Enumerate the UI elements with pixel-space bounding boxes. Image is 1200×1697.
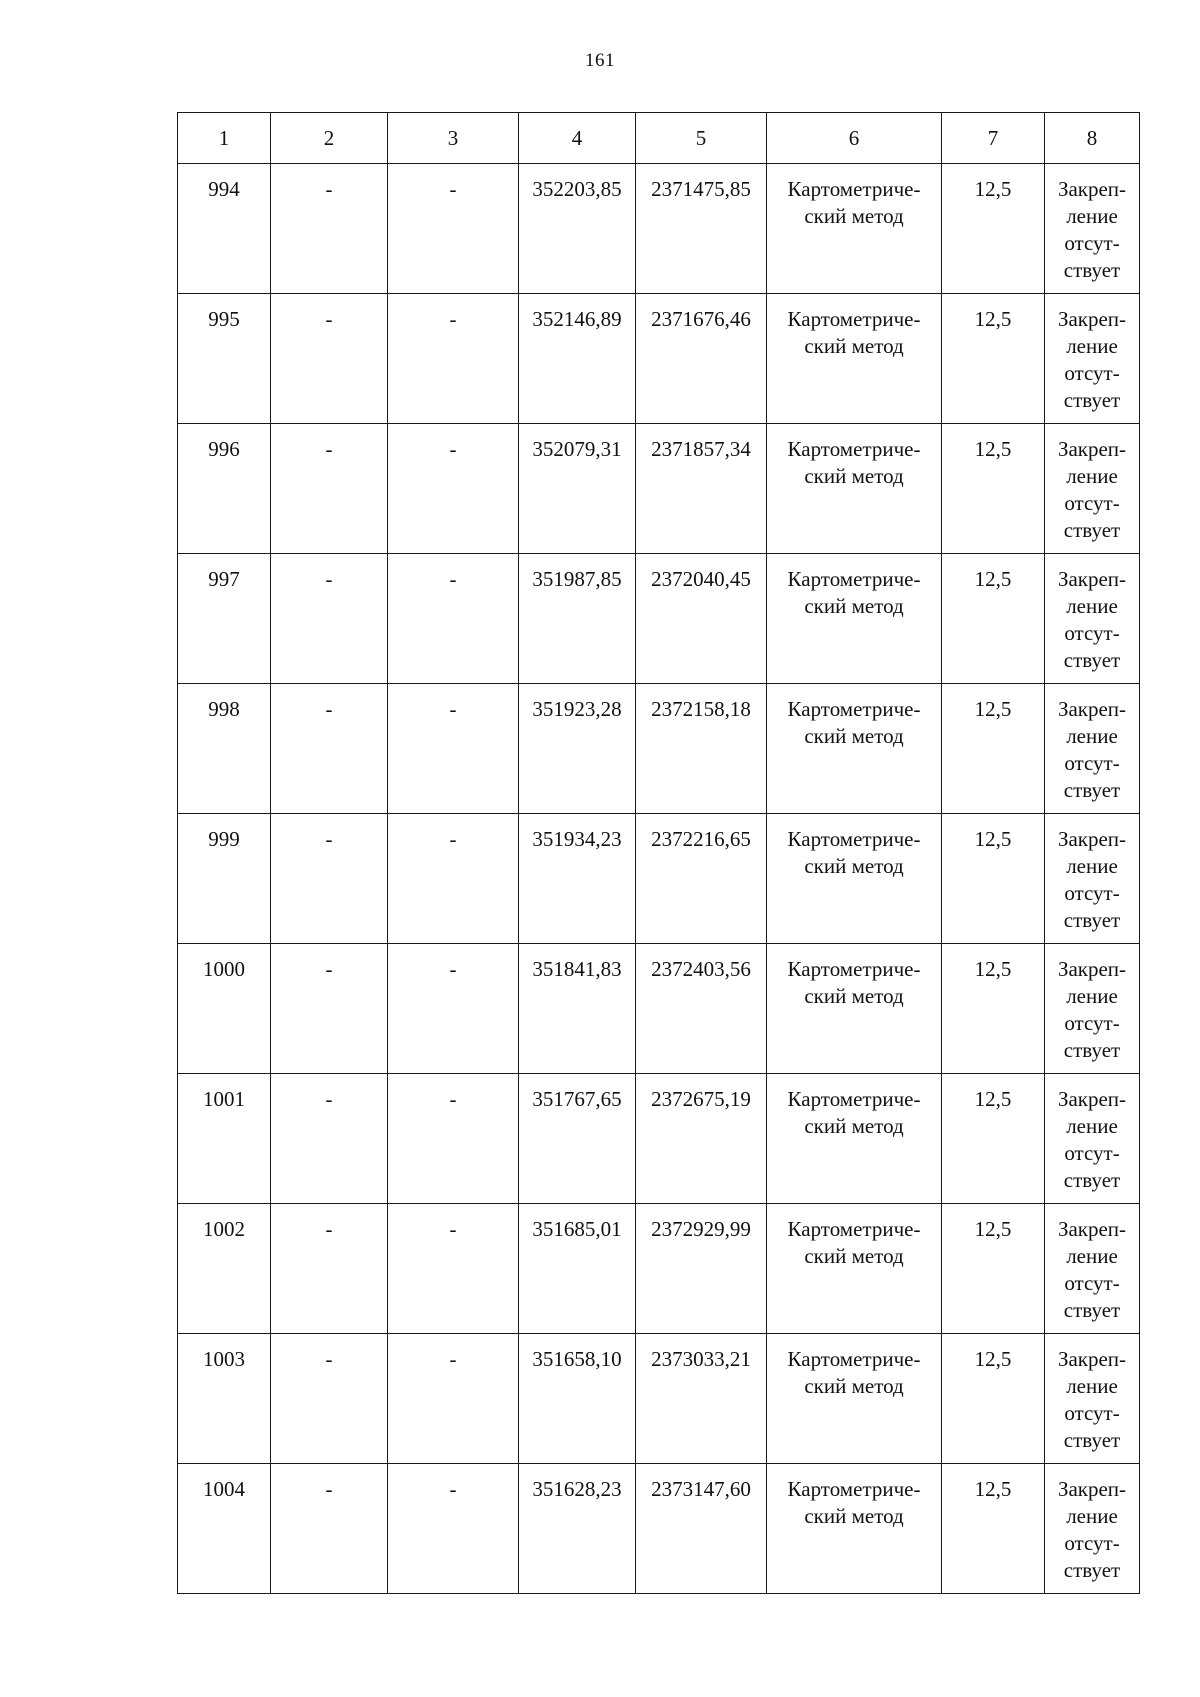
accuracy-cell: 12,5: [942, 424, 1045, 554]
fixing-line: Закреп-: [1057, 1477, 1127, 1501]
y-coordinate-cell: 2371475,85: [636, 164, 767, 294]
col-2-cell: -: [271, 164, 388, 294]
table-row: [178, 1464, 1140, 1594]
method-line: Картометриче-: [787, 697, 921, 721]
fixing-line: ствует: [1063, 648, 1121, 672]
point-number-cell: 1003: [178, 1334, 271, 1464]
method-line: Картометриче-: [787, 827, 921, 851]
x-coordinate-cell: 352146,89: [519, 294, 636, 424]
fixing-cell: [1045, 1464, 1140, 1594]
point-number-cell: 994: [178, 164, 271, 294]
table-row: [178, 1334, 1140, 1464]
fixing-line: отсут-: [1064, 1011, 1120, 1035]
fixing-line: отсут-: [1064, 751, 1120, 775]
col-3-cell: -: [388, 554, 519, 684]
method-line: Картометриче-: [787, 567, 921, 591]
fixing-cell: [1045, 1334, 1140, 1464]
table-row: [178, 554, 1140, 684]
table-row: [178, 814, 1140, 944]
fixing-line: ление: [1066, 1374, 1118, 1398]
col-3-cell: -: [388, 944, 519, 1074]
fixing-line: ление: [1066, 334, 1118, 358]
y-coordinate-cell: 2373147,60: [636, 1464, 767, 1594]
table-row: [178, 424, 1140, 554]
fixing-line: отсут-: [1064, 1401, 1120, 1425]
x-coordinate-cell: 351934,23: [519, 814, 636, 944]
table-header: [178, 113, 1140, 164]
header-col-4: 4: [519, 113, 636, 164]
point-number-cell: 1004: [178, 1464, 271, 1594]
point-number-cell: 999: [178, 814, 271, 944]
accuracy-cell: 12,5: [942, 944, 1045, 1074]
method-line: Картометриче-: [787, 437, 921, 461]
method-cell: [767, 684, 942, 814]
y-coordinate-cell: 2372158,18: [636, 684, 767, 814]
table-row: [178, 1074, 1140, 1204]
table-row: [178, 1204, 1140, 1334]
point-number-cell: 995: [178, 294, 271, 424]
fixing-line: ствует: [1063, 388, 1121, 412]
method-line: ский метод: [804, 334, 904, 358]
header-col-6: 6: [767, 113, 942, 164]
method-line: ский метод: [804, 1244, 904, 1268]
header-col-5: 5: [636, 113, 767, 164]
y-coordinate-cell: 2373033,21: [636, 1334, 767, 1464]
x-coordinate-cell: 351685,01: [519, 1204, 636, 1334]
col-3-cell: -: [388, 424, 519, 554]
x-coordinate-cell: 351987,85: [519, 554, 636, 684]
method-cell: [767, 814, 942, 944]
fixing-line: Закреп-: [1057, 957, 1127, 981]
fixing-line: отсут-: [1064, 881, 1120, 905]
fixing-line: ление: [1066, 984, 1118, 1008]
accuracy-cell: 12,5: [942, 164, 1045, 294]
fixing-line: ление: [1066, 464, 1118, 488]
fixing-line: Закреп-: [1057, 437, 1127, 461]
method-line: ский метод: [804, 1504, 904, 1528]
point-number-cell: 996: [178, 424, 271, 554]
col-2-cell: -: [271, 814, 388, 944]
method-cell: [767, 164, 942, 294]
fixing-line: ствует: [1063, 258, 1121, 282]
fixing-cell: [1045, 814, 1140, 944]
method-cell: [767, 424, 942, 554]
point-number-cell: 1001: [178, 1074, 271, 1204]
fixing-line: ствует: [1063, 778, 1121, 802]
table-row: [178, 684, 1140, 814]
accuracy-cell: 12,5: [942, 1204, 1045, 1334]
accuracy-cell: 12,5: [942, 684, 1045, 814]
method-line: Картометриче-: [787, 307, 921, 331]
header-col-7: 7: [942, 113, 1045, 164]
table-body: [178, 164, 1140, 1594]
col-3-cell: -: [388, 1204, 519, 1334]
method-line: ский метод: [804, 984, 904, 1008]
y-coordinate-cell: 2372216,65: [636, 814, 767, 944]
method-line: ский метод: [804, 854, 904, 878]
col-2-cell: -: [271, 1204, 388, 1334]
y-coordinate-cell: 2372675,19: [636, 1074, 767, 1204]
method-line: ский метод: [804, 204, 904, 228]
accuracy-cell: 12,5: [942, 294, 1045, 424]
header-row: [178, 113, 1140, 164]
col-2-cell: -: [271, 294, 388, 424]
fixing-line: Закреп-: [1057, 1347, 1127, 1371]
accuracy-cell: 12,5: [942, 814, 1045, 944]
accuracy-cell: 12,5: [942, 1074, 1045, 1204]
method-cell: [767, 554, 942, 684]
point-number-cell: 1002: [178, 1204, 271, 1334]
fixing-line: ление: [1066, 1114, 1118, 1138]
col-2-cell: -: [271, 1334, 388, 1464]
method-cell: [767, 1334, 942, 1464]
fixing-line: ление: [1066, 594, 1118, 618]
fixing-line: Закреп-: [1057, 567, 1127, 591]
fixing-line: отсут-: [1064, 491, 1120, 515]
table-row: [178, 164, 1140, 294]
method-line: Картометриче-: [787, 1217, 921, 1241]
col-3-cell: -: [388, 294, 519, 424]
x-coordinate-cell: 351658,10: [519, 1334, 636, 1464]
x-coordinate-cell: 352079,31: [519, 424, 636, 554]
fixing-line: ление: [1066, 204, 1118, 228]
method-line: ский метод: [804, 594, 904, 618]
fixing-cell: [1045, 944, 1140, 1074]
col-3-cell: -: [388, 1334, 519, 1464]
col-2-cell: -: [271, 424, 388, 554]
header-col-2: 2: [271, 113, 388, 164]
fixing-cell: [1045, 164, 1140, 294]
fixing-cell: [1045, 554, 1140, 684]
y-coordinate-cell: 2372929,99: [636, 1204, 767, 1334]
fixing-cell: [1045, 684, 1140, 814]
method-cell: [767, 1204, 942, 1334]
page-number: 161: [585, 50, 615, 71]
fixing-line: отсут-: [1064, 621, 1120, 645]
x-coordinate-cell: 351767,65: [519, 1074, 636, 1204]
fixing-cell: [1045, 1074, 1140, 1204]
method-cell: [767, 944, 942, 1074]
x-coordinate-cell: 352203,85: [519, 164, 636, 294]
fixing-line: ствует: [1063, 1428, 1121, 1452]
fixing-cell: [1045, 294, 1140, 424]
fixing-line: Закреп-: [1057, 827, 1127, 851]
point-number-cell: 1000: [178, 944, 271, 1074]
fixing-line: ствует: [1063, 1558, 1121, 1582]
header-col-8: 8: [1045, 113, 1140, 164]
fixing-line: ствует: [1063, 1038, 1121, 1062]
fixing-line: ствует: [1063, 518, 1121, 542]
fixing-cell: [1045, 1204, 1140, 1334]
fixing-line: Закреп-: [1057, 697, 1127, 721]
method-line: ский метод: [804, 1114, 904, 1138]
fixing-line: отсут-: [1064, 361, 1120, 385]
x-coordinate-cell: 351923,28: [519, 684, 636, 814]
method-line: Картометриче-: [787, 1087, 921, 1111]
method-line: ский метод: [804, 464, 904, 488]
fixing-line: ствует: [1063, 1298, 1121, 1322]
accuracy-cell: 12,5: [942, 1464, 1045, 1594]
method-line: ский метод: [804, 1374, 904, 1398]
y-coordinate-cell: 2372040,45: [636, 554, 767, 684]
col-3-cell: -: [388, 814, 519, 944]
fixing-line: отсут-: [1064, 231, 1120, 255]
col-3-cell: -: [388, 684, 519, 814]
method-line: ский метод: [804, 724, 904, 748]
col-3-cell: -: [388, 1074, 519, 1204]
col-2-cell: -: [271, 1074, 388, 1204]
col-2-cell: -: [271, 1464, 388, 1594]
method-cell: [767, 294, 942, 424]
header-col-1: 1: [178, 113, 271, 164]
fixing-line: ление: [1066, 1504, 1118, 1528]
fixing-cell: [1045, 424, 1140, 554]
header-col-3: 3: [388, 113, 519, 164]
fixing-line: отсут-: [1064, 1141, 1120, 1165]
fixing-line: ление: [1066, 854, 1118, 878]
y-coordinate-cell: 2372403,56: [636, 944, 767, 1074]
method-line: Картометриче-: [787, 957, 921, 981]
coordinates-table: [177, 112, 1140, 1594]
method-cell: [767, 1074, 942, 1204]
method-line: Картометриче-: [787, 1347, 921, 1371]
method-line: Картометриче-: [787, 177, 921, 201]
fixing-line: отсут-: [1064, 1271, 1120, 1295]
accuracy-cell: 12,5: [942, 554, 1045, 684]
point-number-cell: 997: [178, 554, 271, 684]
fixing-line: Закреп-: [1057, 177, 1127, 201]
method-cell: [767, 1464, 942, 1594]
x-coordinate-cell: 351841,83: [519, 944, 636, 1074]
fixing-line: Закреп-: [1057, 307, 1127, 331]
col-2-cell: -: [271, 944, 388, 1074]
fixing-line: ление: [1066, 724, 1118, 748]
fixing-line: отсут-: [1064, 1531, 1120, 1555]
table-row: [178, 944, 1140, 1074]
fixing-line: ление: [1066, 1244, 1118, 1268]
fixing-line: ствует: [1063, 908, 1121, 932]
col-3-cell: -: [388, 164, 519, 294]
col-2-cell: -: [271, 554, 388, 684]
fixing-line: ствует: [1063, 1168, 1121, 1192]
method-line: Картометриче-: [787, 1477, 921, 1501]
y-coordinate-cell: 2371857,34: [636, 424, 767, 554]
x-coordinate-cell: 351628,23: [519, 1464, 636, 1594]
table-row: [178, 294, 1140, 424]
y-coordinate-cell: 2371676,46: [636, 294, 767, 424]
col-2-cell: -: [271, 684, 388, 814]
point-number-cell: 998: [178, 684, 271, 814]
fixing-line: Закреп-: [1057, 1217, 1127, 1241]
accuracy-cell: 12,5: [942, 1334, 1045, 1464]
fixing-line: Закреп-: [1057, 1087, 1127, 1111]
col-3-cell: -: [388, 1464, 519, 1594]
